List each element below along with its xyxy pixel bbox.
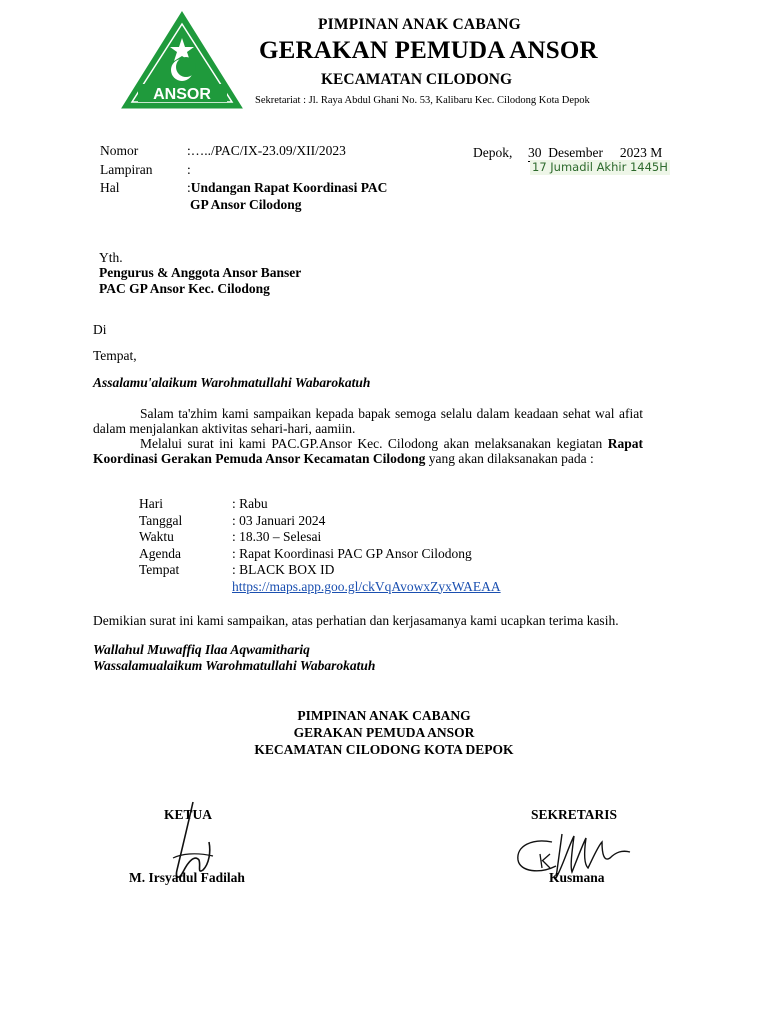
hal-value (187, 180, 387, 196)
sekretaris-name: Kusmana (549, 870, 605, 885)
event-value: : 03 Januari 2024 (232, 512, 326, 528)
date-day: 30 (528, 145, 542, 160)
date-place: Depok, (473, 145, 513, 160)
sig-org-line3: KECAMATAN CILODONG KOTA DEPOK (254, 742, 514, 757)
sig-org-line1: PIMPINAN ANAK CABANG (297, 708, 471, 723)
yth: Yth. (99, 250, 123, 265)
hal-line2: GP Ansor Cilodong (190, 197, 302, 212)
logo-text: ANSOR (153, 86, 211, 103)
tempat: Tempat, (93, 348, 137, 363)
hal-line1: Undangan Rapat Koordinasi PAC (190, 180, 388, 195)
event-label: Tanggal (139, 512, 183, 528)
event-value: : Rabu (232, 496, 268, 511)
recipient-line2: PAC GP Ansor Kec. Cilodong (99, 281, 270, 296)
recipient-line1: Pengurus & Anggota Ansor Banser (99, 265, 302, 280)
date-hijri: 17 Jumadil Akhir 1445H (532, 160, 668, 174)
sekretaris-title: SEKRETARIS (531, 807, 618, 822)
event-label: Agenda (139, 545, 181, 561)
hal-label: Hal (100, 180, 120, 195)
salam-open: Assalamu'alaikum Warohmatullahi Wabarokatuh (93, 375, 371, 390)
maps-link[interactable]: https://maps.app.goo.gl/ckVqAvowxZyxWAEAA (232, 578, 501, 594)
paragraph-2 (93, 436, 643, 466)
event-value: : BLACK BOX ID (232, 562, 335, 577)
org-kecamatan: KECAMATAN CILODONG (321, 71, 513, 88)
paragraph-1: Salam ta'zhim kami sampaikan kepada bapak semoga selalu dalam keadaan sehat wal afiat dalam menjalankan aktivitas sehari-hari, aamiin. (93, 406, 643, 436)
ketua-name: M. Irsyadul Fadilah (129, 870, 245, 885)
nomor-label: Nomor (100, 143, 139, 158)
org-address: Sekretariat : Jl. Raya Abdul Ghani No. 53, Kalibaru Kec. Cilodong Kota Depok (255, 95, 590, 106)
sig-org-line2: GERAKAN PEMUDA ANSOR (293, 725, 475, 740)
lampiran-label: Lampiran (100, 162, 153, 177)
date-year: 2023 M (619, 145, 663, 160)
p2-post: yang akan dilaksanakan pada : (425, 451, 594, 466)
org-title-top: PIMPINAN ANAK CABANG (318, 16, 521, 33)
closing-text: Demikian surat ini kami sampaikan, atas perhatian dan kerjasamanya kami ucapkan terima kasih. (93, 613, 619, 628)
date-month: Desember (548, 145, 603, 160)
event-value: : Rapat Koordinasi PAC GP Ansor Cilodong (232, 545, 472, 561)
ansor-logo (120, 10, 245, 110)
lampiran-value: : (187, 162, 191, 177)
event-label: Hari (139, 496, 163, 511)
event-value: : 18.30 – Selesai (232, 529, 322, 544)
ketua-title: KETUA (164, 807, 213, 822)
p2-bold: Rapat Koordinasi Gerakan Pemuda Ansor Kecamatan Cilodong (93, 436, 643, 466)
nomor-value: :…../PAC/IX-23.09/XII/2023 (187, 143, 346, 158)
salam-close: Wassalamualaikum Warohmatullahi Wabarokatuh (93, 658, 376, 673)
event-label: Waktu (139, 529, 174, 544)
event-label: Tempat (139, 562, 180, 577)
p2-pre: Melalui surat ini kami PAC.GP.Ansor Kec. Cilodong akan melaksanakan kegiatan (140, 436, 608, 451)
wallahul-text: Wallahul Muwaffiq Ilaa Aqwamithariq (93, 642, 310, 657)
di: Di (93, 322, 107, 337)
org-title-main: GERAKAN PEMUDA ANSOR (259, 37, 598, 64)
hal-colon: : (187, 180, 191, 195)
